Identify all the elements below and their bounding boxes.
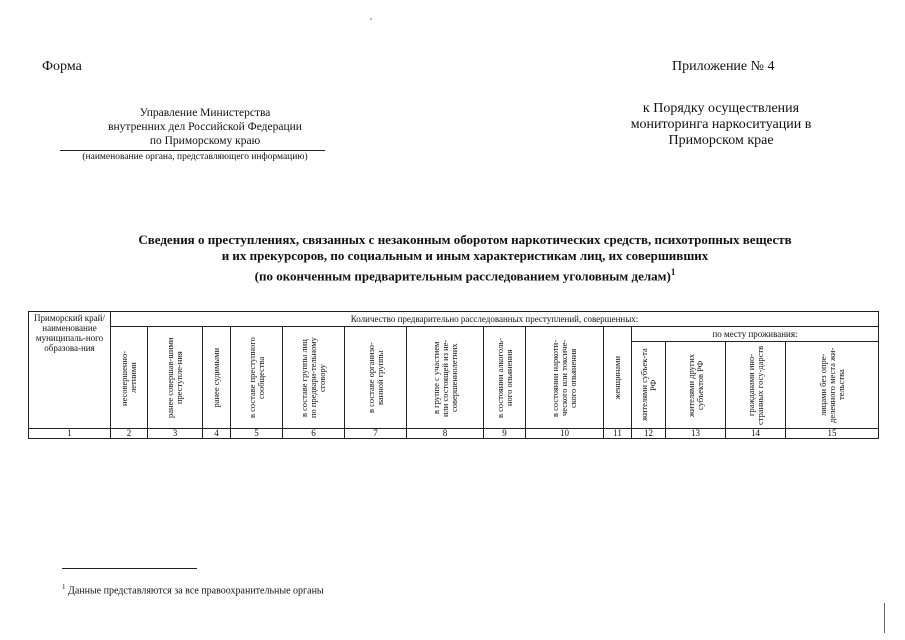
footnote-separator [62,568,197,569]
column-header: в составе группы лиц по предвари-тельному сговору [283,327,345,429]
order-line: Приморском крае [668,133,774,148]
column-number: 13 [666,429,726,439]
column-number: 3 [148,429,203,439]
column-header: несовершенно-летними [111,327,148,429]
column-header: в составе организо-ванной группы [345,327,407,429]
footnote [62,583,324,596]
title-line-text: (по оконченным предварительным расследованием уголовным делам) [254,268,671,284]
page-edge-mark [884,603,885,633]
residence-column-header: лицами без опре-деленного места жи-тельства [786,342,879,429]
column-header: в состоянии алкоголь-ного опьянения [484,327,526,429]
residence-column-header: жителями субъек-та РФ [632,342,666,429]
column-number: 14 [726,429,786,439]
footnote-text: Данные представляются за все правоохранительные органы [68,585,324,597]
column-number: 11 [604,429,632,439]
footnote-mark: 1 [62,583,66,591]
appendix-label: Приложение № 4 [672,59,775,74]
column-number: 4 [203,429,231,439]
order-line: мониторинга наркоситуации в [630,117,812,132]
column-number: 2 [111,429,148,439]
column-number: 12 [632,429,666,439]
column-number: 7 [345,429,407,439]
column-header: женщинами [604,327,632,429]
group-header: Количество предварительно расследованных преступлений, совершенных: [111,312,879,327]
title-line [40,264,890,284]
column-number: 6 [283,429,345,439]
title-line: Сведения о преступлениях, связанных с незаконным оборотом наркотических средств, психотропных веществ [138,232,792,247]
org-note: (наименование органа, представляющего информацию) [82,152,308,162]
org-line: Управление Министерства [139,107,271,119]
org-line: внутренних дел Российской Федерации [108,121,302,133]
column-header: в составе преступного сообщества [231,327,283,429]
column-number: 10 [526,429,604,439]
residence-column-header: жителями других субъектов РФ [666,342,726,429]
column-header: ранее судимыми [203,327,231,429]
column-number: 15 [786,429,879,439]
statistics-table [28,311,879,439]
territory-header: Приморский край/ наименование муниципаль-ного образова-ния [29,312,111,429]
column-number: 8 [407,429,484,439]
column-number: 5 [231,429,283,439]
header-row-residence [29,327,879,342]
org-line: по Приморскому краю [149,135,261,147]
residence-header: по месту проживания: [632,327,879,342]
header-row-group [29,312,879,327]
footnote-mark: 1 [670,267,676,277]
document-title [40,232,890,284]
form-label: Форма [42,59,82,74]
column-header: в группе с участием или состоящей из не-совершеннолетних [407,327,484,429]
org-underline [60,150,325,151]
title-line: и их прекурсоров, по социальным и иным характеристикам лиц, их совершивших [221,248,709,263]
column-number: 1 [29,429,111,439]
organization-block [60,106,350,148]
column-header: в состоянии наркоти-ческого или токсиче-ского опьянения [526,327,604,429]
order-line: к Порядку осуществления [642,101,800,116]
column-number-row [29,429,879,439]
scan-speck [370,18,372,20]
residence-column-header: гражданами ино-странных госу-дарств [726,342,786,429]
column-number: 9 [484,429,526,439]
column-header: ранее совершав-шими преступле-ния [148,327,203,429]
order-reference [606,101,836,149]
